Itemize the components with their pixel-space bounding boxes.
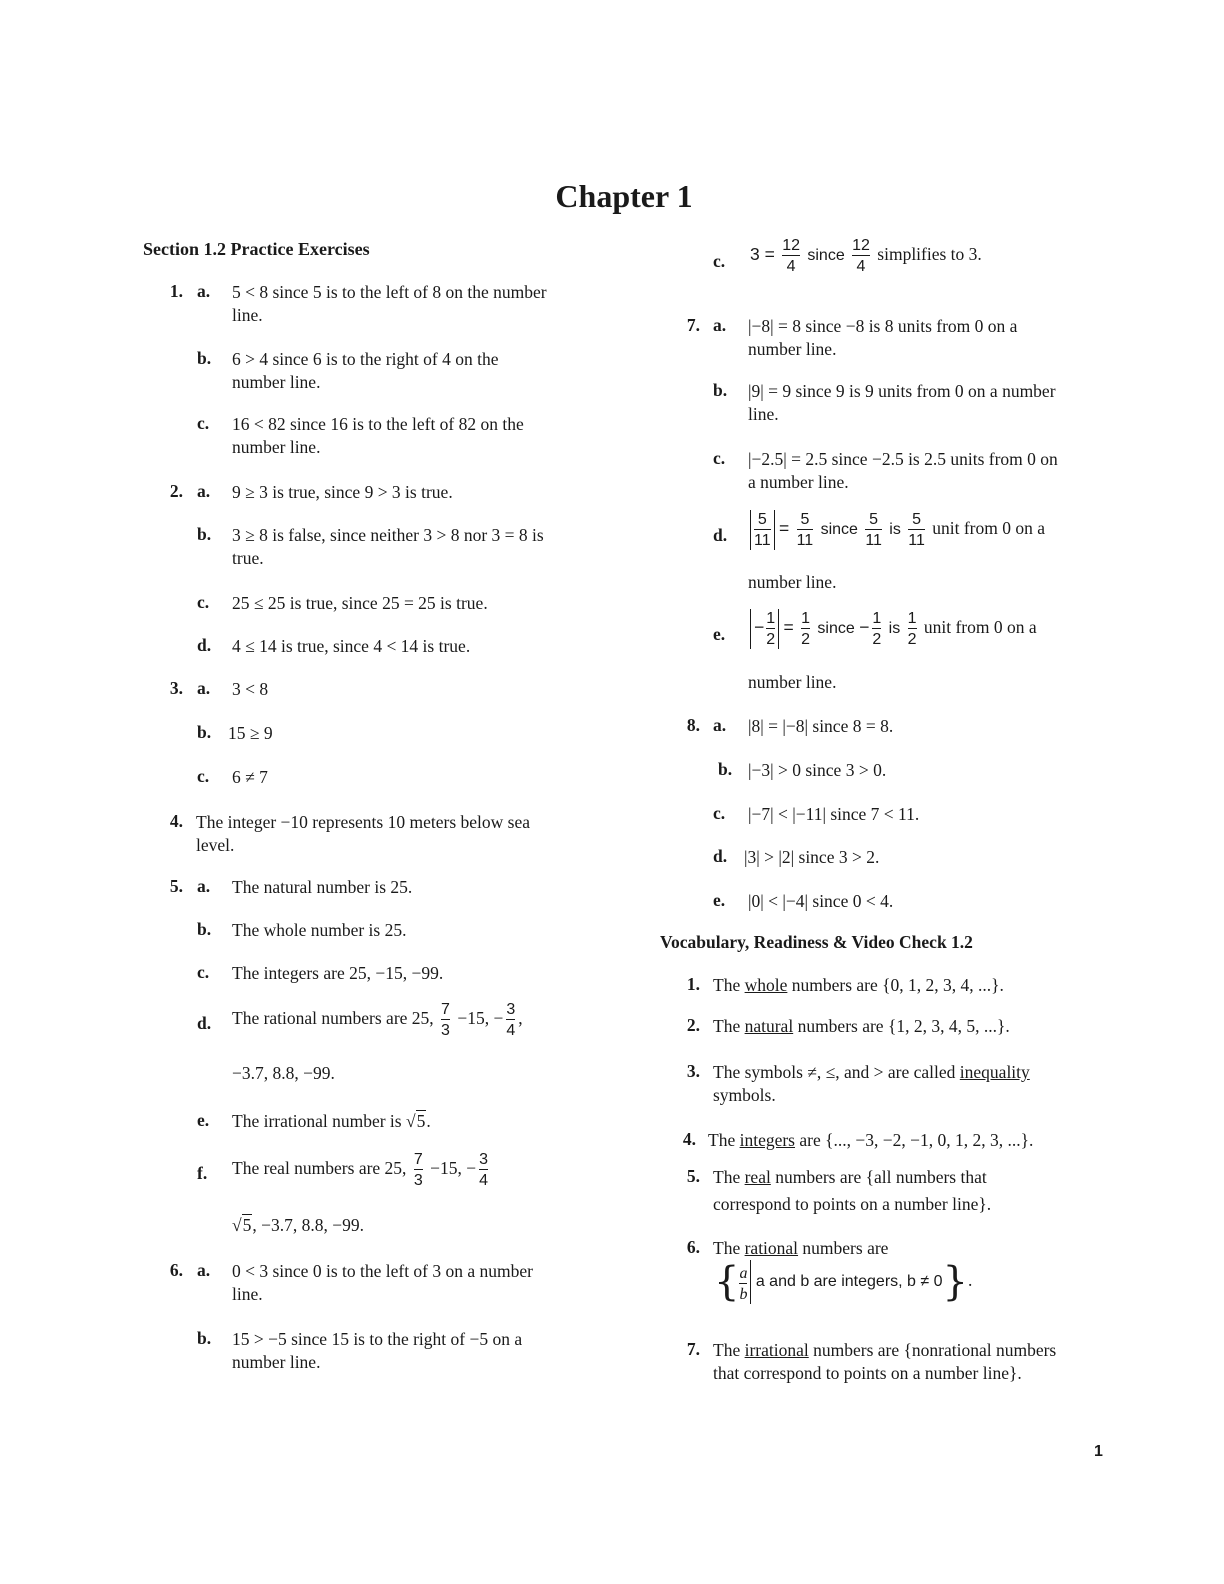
answer-text: 15 ≥ 9 <box>228 723 273 743</box>
part-label: a. <box>713 315 727 335</box>
part-label: a. <box>197 281 211 301</box>
exercise-number: 5. <box>169 876 183 896</box>
square-root-symbol: √5 <box>232 1215 252 1235</box>
answer-text: |9| = 9 since 9 is 9 units from 0 on a number <box>748 381 1056 401</box>
answer-text: number line. <box>232 372 321 392</box>
part-label: a. <box>713 715 727 735</box>
part-label: a. <box>197 1260 211 1280</box>
fraction: $\frac{5}{11}$ <box>865 511 882 549</box>
vocab-term: natural <box>744 1016 794 1036</box>
answer-text: a number line. <box>748 472 849 492</box>
answer-text: line. <box>748 404 779 424</box>
real-numbers-line: The real numbers are 25, $\frac{7}{3}$ −15, − $\frac{3}{4}$ <box>232 1151 488 1189</box>
exercise-number: 5. <box>686 1166 700 1186</box>
exercise-number: 1. <box>169 281 183 301</box>
part-label: e. <box>197 1110 210 1130</box>
answer-text: number line. <box>232 1352 321 1372</box>
vocab-answer: The symbols ≠, ≤, and > are called inequality <box>713 1062 1030 1082</box>
fraction: $\frac{1}{2}$ <box>872 610 882 648</box>
answer-text: 9 ≥ 3 is true, since 9 > 3 is true. <box>232 482 453 502</box>
answer-text: |0| < |−4| since 0 < 4. <box>748 891 894 911</box>
absolute-value-equation: − $\frac{1}{2}$ = $\frac{1}{2}$ since − $\frac{1}{2}$ is $\frac{1}{2}$ unit from 0 on a <box>750 609 1037 649</box>
part-label: b. <box>197 524 212 544</box>
vocab-heading: Vocabulary, Readiness & Video Check 1.2 <box>660 932 973 952</box>
fraction: $\frac{7}{3}$ <box>441 1001 450 1039</box>
answer-text: 4 ≤ 14 is true, since 4 < 14 is true. <box>232 636 471 656</box>
answer-text: The rational numbers are 25, <box>232 1008 434 1029</box>
part-label: c. <box>713 448 726 468</box>
exercise-number: 2. <box>686 1015 700 1035</box>
rational-numbers-line: The rational numbers are 25, $\frac{7}{3}$ −15, − $\frac{3}{4}$ , <box>232 1001 523 1039</box>
part-label: e. <box>713 624 726 644</box>
answer-text: number line. <box>748 339 837 359</box>
part-label: c. <box>197 413 210 433</box>
answer-text: 15 > −5 since 15 is to the right of −5 on a <box>232 1329 523 1349</box>
part-label: d. <box>713 525 728 545</box>
part-label: a. <box>197 481 211 501</box>
fraction: $\frac{5}{11}$ <box>796 511 814 549</box>
answer-text: The integer −10 represents 10 meters below sea <box>196 812 530 832</box>
vocab-answer: The integers are {..., −3, −2, −1, 0, 1, 2, 3, ...}. <box>708 1130 1034 1150</box>
vocab-term: whole <box>744 975 788 995</box>
answer-text: 6 ≠ 7 <box>232 767 268 787</box>
square-root-symbol: √5 <box>405 1111 426 1131</box>
fraction: $\frac{12}{4}$ <box>782 237 800 275</box>
vocab-answer: The whole numbers are {0, 1, 2, 3, 4, ...}. <box>713 975 1004 995</box>
vocab-term: inequality <box>959 1062 1030 1082</box>
part-label: c. <box>197 962 210 982</box>
absolute-value: − $\frac{1}{2}$ <box>750 609 779 649</box>
answer-text: line. <box>232 305 263 325</box>
answer-text: |−2.5| = 2.5 since −2.5 is 2.5 units from 0 on <box>748 449 1058 469</box>
part-label: d. <box>197 635 212 655</box>
answer-text: |−3| > 0 since 3 > 0. <box>748 760 887 780</box>
part-label: d. <box>197 1013 212 1033</box>
answer-text: −15, − <box>457 1008 504 1029</box>
answer-text: |3| > |2| since 3 > 2. <box>744 847 880 867</box>
answer-text: The whole number is 25. <box>232 920 407 940</box>
exercise-number: 1. <box>686 974 700 994</box>
exercise-number: 6. <box>686 1237 700 1257</box>
fraction: $\frac{5}{11}$ <box>908 511 925 549</box>
answer-text: line. <box>232 1284 263 1304</box>
answer-text: 0 < 3 since 0 is to the left of 3 on a number <box>232 1261 533 1281</box>
part-label: b. <box>197 722 212 742</box>
real-numbers-line-2: √5, −3.7, 8.8, −99. <box>232 1215 364 1235</box>
part-label: a. <box>197 678 211 698</box>
equation-line: 3 = $\frac{12}{4}$ since $\frac{12}{4}$ simplifies to 3. <box>750 237 982 275</box>
absolute-value: $\frac{5}{11}$ <box>750 510 775 550</box>
part-label: b. <box>197 348 212 368</box>
answer-text: 6 > 4 since 6 is to the right of 4 on the <box>232 349 499 369</box>
part-label: b. <box>713 380 728 400</box>
part-label: c. <box>713 251 726 271</box>
answer-text: level. <box>196 835 235 855</box>
vocab-answer: The rational numbers are <box>713 1238 889 1258</box>
answer-text: number line. <box>748 672 837 692</box>
part-label: c. <box>713 803 726 823</box>
absolute-value-equation: $\frac{5}{11}$ = $\frac{5}{11}$ since $\frac{5}{11}$ is $\frac{5}{11}$ unit from 0 on a <box>750 510 1045 550</box>
part-label: c. <box>197 766 210 786</box>
right-brace-icon: } <box>942 1258 968 1305</box>
section-heading: Section 1.2 Practice Exercises <box>143 239 370 259</box>
irrational-number-line: The irrational number is √5. <box>232 1111 431 1131</box>
part-label: f. <box>197 1163 208 1183</box>
answer-text: The natural number is 25. <box>232 877 413 897</box>
exercise-number: 3. <box>686 1061 700 1081</box>
fraction: $\frac{1}{2}$ <box>801 610 811 648</box>
answer-text: −3.7, 8.8, −99. <box>232 1063 335 1083</box>
answer-text: 25 ≤ 25 is true, since 25 = 25 is true. <box>232 593 488 613</box>
answer-text: number line. <box>748 572 837 592</box>
answer-text: |−7| < |−11| since 7 < 11. <box>748 804 920 824</box>
answer-text: that correspond to points on a number line}. <box>713 1363 1022 1383</box>
part-label: b. <box>197 1328 212 1348</box>
answer-text: |−8| = 8 since −8 is 8 units from 0 on a <box>748 316 1018 336</box>
part-label: a. <box>197 876 211 896</box>
vocab-term: integers <box>739 1130 795 1150</box>
answer-text: true. <box>232 548 264 568</box>
part-label: e. <box>713 890 726 910</box>
vocab-term: rational <box>744 1238 799 1258</box>
part-label: b. <box>197 919 212 939</box>
exercise-number: 3. <box>169 678 183 698</box>
fraction: $\frac{1}{2}$ <box>907 610 917 648</box>
fraction: $\frac{12}{4}$ <box>852 237 870 275</box>
fraction: $\frac{3}{4}$ <box>479 1151 488 1189</box>
chapter-title: Chapter 1 <box>555 178 693 214</box>
answer-text: 3 < 8 <box>232 679 269 699</box>
exercise-number: 7. <box>686 1339 700 1359</box>
part-label: d. <box>713 846 728 866</box>
left-brace-icon: { <box>714 1258 740 1305</box>
fraction: $\frac{3}{4}$ <box>506 1001 516 1039</box>
answer-text: symbols. <box>713 1085 776 1105</box>
answer-text: |8| = |−8| since 8 = 8. <box>748 716 894 736</box>
exercise-number: 7. <box>686 315 700 335</box>
vocab-answer: The real numbers are {all numbers that <box>713 1167 987 1187</box>
answer-text: number line. <box>232 437 321 457</box>
part-label: b. <box>718 759 733 779</box>
vocab-term: irrational <box>744 1340 809 1360</box>
exercise-number: 4. <box>682 1129 696 1149</box>
exercise-number: 4. <box>169 811 183 831</box>
answer-text: 16 < 82 since 16 is to the left of 82 on the <box>232 414 524 434</box>
page-number: 1 <box>1094 1443 1103 1460</box>
part-label: c. <box>197 592 210 612</box>
fraction: $\frac{7}{3}$ <box>413 1151 423 1189</box>
set-builder-notation: { $\frac{a}{b}$ a and b are integers, b ≠ 0}. <box>714 1258 973 1305</box>
answer-text: 3 ≥ 8 is false, since neither 3 > 8 nor 3 = 8 is <box>232 525 544 545</box>
answer-text: correspond to points on a number line}. <box>713 1194 992 1214</box>
exercise-number: 8. <box>686 715 700 735</box>
vocab-answer: The irrational numbers are {nonrational numbers <box>713 1340 1057 1360</box>
exercise-number: 2. <box>169 481 183 501</box>
answer-text: The integers are 25, −15, −99. <box>232 963 444 983</box>
vocab-term: real <box>744 1167 771 1187</box>
answer-text: 5 < 8 since 5 is to the left of 8 on the number <box>232 282 547 302</box>
exercise-number: 6. <box>169 1260 183 1280</box>
vocab-answer: The natural numbers are {1, 2, 3, 4, 5, ...}. <box>713 1016 1010 1036</box>
